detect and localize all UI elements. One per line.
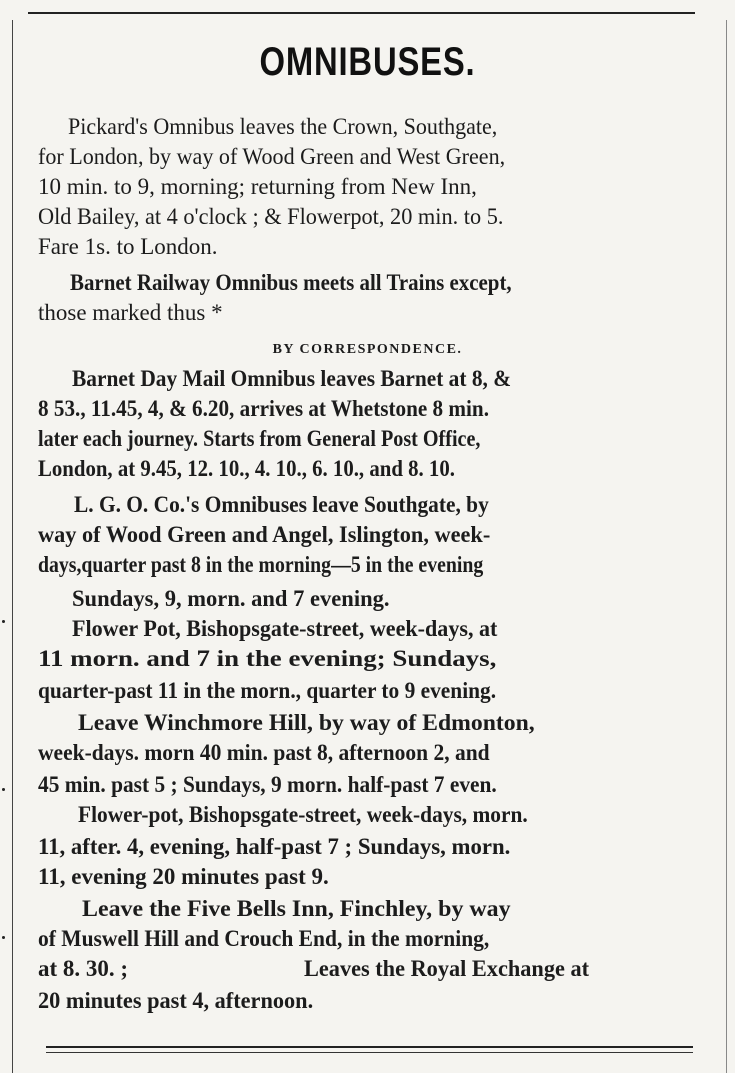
text-line: 8 53., 11.45, 4, & 6.20, arrives at Whetstone 8 min.	[38, 396, 490, 421]
text-line: Leave the Five Bells Inn, Finchley, by way	[82, 896, 511, 921]
text-line: of Muswell Hill and Crouch End, in the morning,	[38, 926, 490, 951]
text-line: week-days. morn 40 min. past 8, afternoon 2, and	[38, 740, 490, 765]
text-line: Fare 1s. to London.	[38, 234, 218, 259]
margin-dot	[2, 620, 5, 623]
text-line: way of Wood Green and Angel, Islington, week-	[38, 522, 491, 547]
text-line: Pickard's Omnibus leaves the Crown, Southgate,	[68, 114, 498, 139]
text-line: Flower Pot, Bishopsgate-street, week-days, at	[72, 616, 498, 641]
text-line: at 8. 30. ;	[38, 956, 129, 981]
text-line: those marked thus *	[38, 300, 223, 325]
text-line: Flower-pot, Bishopsgate-street, week-days, morn.	[78, 802, 528, 827]
section-heading: BY CORRESPONDENCE.	[272, 342, 463, 357]
text-line: 20 minutes past 4, afternoon.	[38, 988, 314, 1013]
text-line: quarter-past 11 in the morn., quarter to 9 evening.	[38, 678, 497, 703]
margin-dot	[2, 788, 5, 791]
text-line: for London, by way of Wood Green and West Green,	[38, 144, 506, 169]
text-line: 11, after. 4, evening, half-past 7 ; Sundays, morn.	[38, 834, 511, 859]
text-line: days,quarter past 8 in the morning—5 in the evening	[38, 552, 484, 577]
text-line: Sundays, 9, morn. and 7 evening.	[72, 586, 390, 611]
top-rule	[28, 12, 695, 14]
text-line: 45 min. past 5 ; Sundays, 9 morn. half-past 7 even.	[38, 772, 497, 797]
text-line: Barnet Railway Omnibus meets all Trains except,	[70, 270, 512, 295]
text-line: 11 morn. and 7 in the evening; Sundays,	[38, 646, 497, 671]
text-line: Leaves the Royal Exchange at	[304, 956, 590, 981]
text-line: Old Bailey, at 4 o'clock ; & Flowerpot, 20 min. to 5.	[38, 204, 504, 229]
left-border	[12, 20, 13, 1073]
margin-dot	[2, 936, 5, 939]
bottom-rule	[46, 1046, 693, 1048]
text-line: 10 min. to 9, morning; returning from New Inn,	[38, 174, 477, 199]
bottom-rule-thin	[46, 1052, 693, 1053]
text-line: Barnet Day Mail Omnibus leaves Barnet at 8, &	[72, 366, 512, 391]
text-line: 11, evening 20 minutes past 9.	[38, 864, 329, 889]
right-border	[726, 20, 727, 1073]
text-line: later each journey. Starts from General Post Office,	[38, 426, 481, 451]
text-line: Leave Winchmore Hill, by way of Edmonton,	[78, 710, 535, 735]
text-line: L. G. O. Co.'s Omnibuses leave Southgate, by	[74, 492, 489, 517]
page-title: OMNIBUSES.	[259, 40, 476, 84]
text-line: London, at 9.45, 12. 10., 4. 10., 6. 10., and 8. 10.	[38, 456, 455, 481]
